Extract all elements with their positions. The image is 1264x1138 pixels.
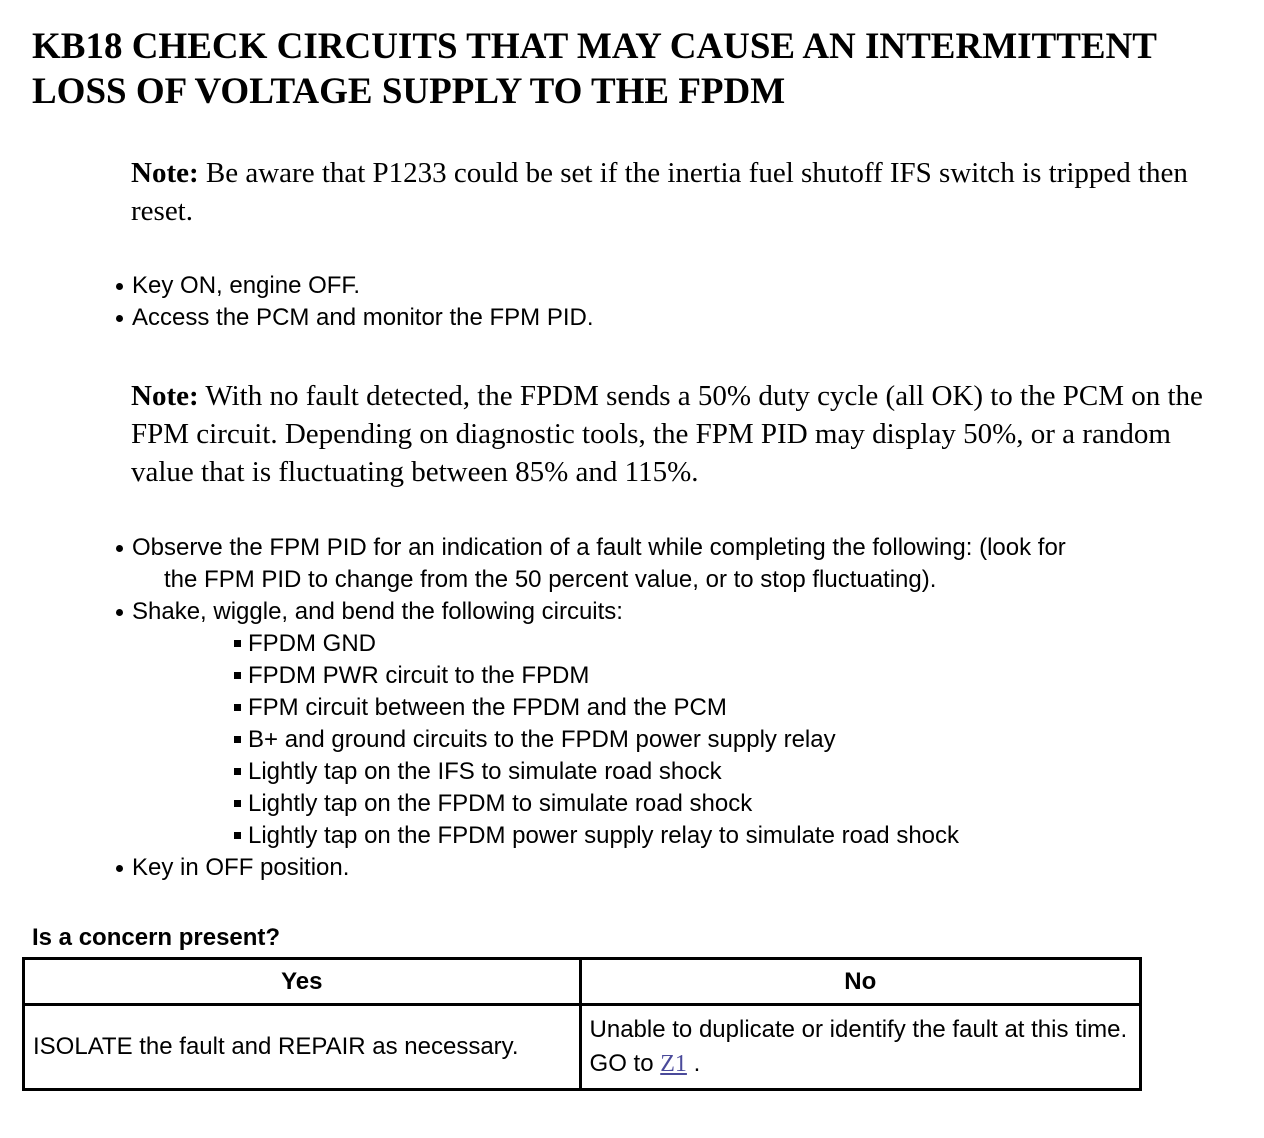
list-item	[114, 596, 1244, 852]
circuit-item: Lightly tap on the FPDM to simulate road shock	[232, 788, 1244, 820]
no-cell	[580, 1005, 1140, 1090]
list-item: Access the PCM and monitor the FPM PID.	[114, 302, 1244, 334]
list-item	[114, 532, 1244, 596]
observe-line-2: the FPM PID to change from the 50 percent value, or to stop fluctuating).	[164, 566, 937, 593]
circuit-item: FPM circuit between the FPDM and the PCM	[232, 692, 1244, 724]
circuit-list	[132, 628, 1244, 852]
circuit-item: Lightly tap on the FPDM power supply relay to simulate road shock	[232, 820, 1244, 852]
note-label: Note:	[131, 157, 199, 189]
note-p1233	[131, 154, 1221, 230]
circuit-item: FPDM GND	[232, 628, 1244, 660]
yes-cell: ISOLATE the fault and REPAIR as necessary.	[24, 1005, 581, 1090]
step-list-2	[114, 532, 1244, 884]
circuit-item: FPDM PWR circuit to the FPDM	[232, 660, 1244, 692]
observe-line-1: Observe the FPM PID for an indication of a fault while completing the following: (look for	[132, 534, 1066, 561]
no-header: No	[580, 959, 1140, 1005]
no-cell-text: Unable to duplicate or identify the fault at this time. GO to	[589, 1016, 1128, 1077]
list-item: Key ON, engine OFF.	[114, 270, 1244, 302]
table-header-row	[24, 959, 1141, 1005]
note-label: Note:	[131, 380, 199, 412]
step-list-1	[114, 270, 1244, 334]
note-text: Be aware that P1233 could be set if the inertia fuel shutoff IFS switch is tripped then reset.	[131, 157, 1188, 227]
list-item: Key in OFF position.	[114, 852, 1244, 884]
table-row	[24, 1005, 1141, 1090]
circuit-item: B+ and ground circuits to the FPDM power supply relay	[232, 724, 1244, 756]
z1-link[interactable]: Z1	[660, 1051, 687, 1077]
circuit-item: Lightly tap on the IFS to simulate road shock	[232, 756, 1244, 788]
yes-header: Yes	[24, 959, 581, 1005]
question-heading: Is a concern present?	[32, 924, 281, 951]
note-text: With no fault detected, the FPDM sends a 50% duty cycle (all OK) to the PCM on the FPM circuit. Depending on diagnostic tools, the FPM PID may display 50%, or a random value that is fluctuating between 85% and 115%.	[131, 380, 1203, 488]
note-fpm-duty-cycle	[131, 377, 1221, 491]
page-title: KB18 CHECK CIRCUITS THAT MAY CAUSE AN INTERMITTENT LOSS OF VOLTAGE SUPPLY TO THE FPDM	[32, 26, 1157, 112]
shake-instruction: Shake, wiggle, and bend the following circuits:	[132, 598, 623, 625]
no-cell-suffix: .	[693, 1050, 701, 1077]
answer-table	[22, 957, 1142, 1091]
